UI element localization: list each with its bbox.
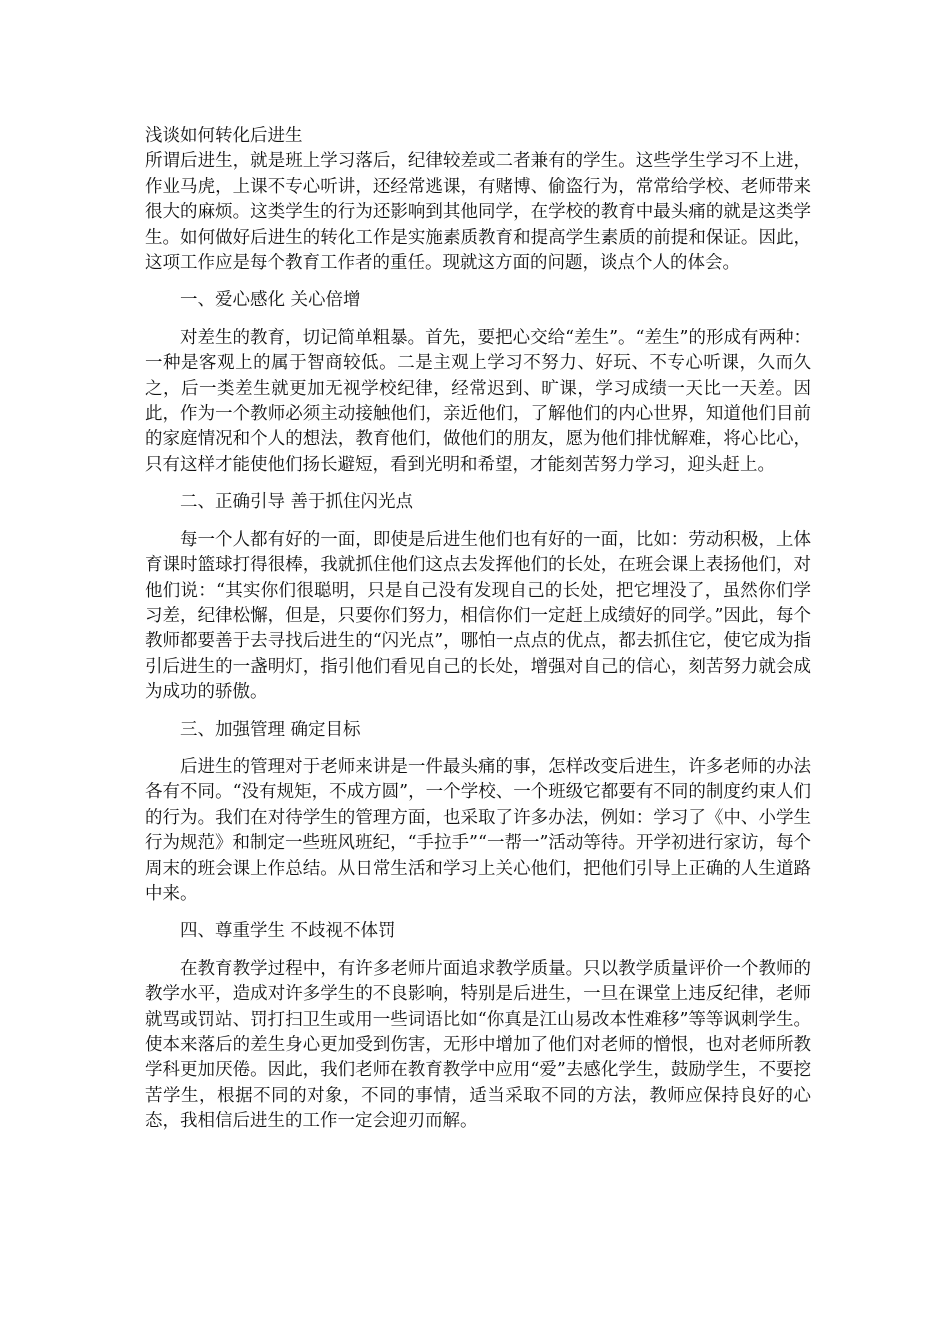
section-1-heading: 一、爱心感化 关心倍增 <box>180 290 361 311</box>
section-4-body: 在教育教学过程中，有许多老师片面追求教学质量。只以教学质量评价一个教师的教学水平，造成对许多学生的不良影响，特别是后进生，一旦在课堂上违反纪律，老师就骂或罚站、罚打扫卫生或用一些词语比如“你真是江山易改本性难移”等等讽刺学生。使本来落后的差生身心更加受到伤害，无形中增加了他们对老师的憎恨，也对老师所教学科更加厌倦。因此，我们老师在教育教学中应用“爱”去感化学生，鼓励学生，不要挖苦学生，根据不同的对象，不同的事情，适当采取不同的方法，教师应保持良好的心态，我相信后进生的工作一定会迎刃而解。 <box>145 958 811 1132</box>
section-2-heading: 二、正确引导 善于抓住闪光点 <box>180 492 414 513</box>
document-page <box>145 124 811 1147</box>
section-2-body: 每一个人都有好的一面，即使是后进生他们也有好的一面，比如：劳动积极，上体育课时篮球打得很棒，我就抓住他们这点去发挥他们的长处，在班会课上表扬他们，对他们说：“其实你们很聪明，只是自己没有发现自己的长处，把它埋没了，虽然你们学习差，纪律松懈，但是，只要你们努力，相信你们一定赶上成绩好的同学。”因此，每个教师都要善于去寻找后进生的“闪光点”，哪怕一点点的优点，都去抓住它，使它成为指引后进生的一盏明灯，指引他们看见自己的长处，增强对自己的信心，刻苦努力就会成为成功的骄傲。 <box>145 529 811 703</box>
section-4-heading: 四、尊重学生 不歧视不体罚 <box>180 921 396 942</box>
section-1-body: 对差生的教育，切记简单粗暴。首先，要把心交给“差生”。“差生”的形成有两种：一种是客观上的属于智商较低。二是主观上学习不努力、好玩、不专心听课，久而久之，后一类差生就更加无视学校纪律，经常迟到、旷课，学习成绩一天比一天差。因此，作为一个教师必须主动接触他们，亲近他们，了解他们的内心世界，知道他们目前的家庭情况和个人的想法，教育他们，做他们的朋友，愿为他们排忧解难，将心比心，只有这样才能使他们扬长避短，看到光明和希望，才能刻苦努力学习，迎头赶上。 <box>145 327 811 475</box>
section-3-heading: 三、加强管理 确定目标 <box>180 719 361 740</box>
section-3-body: 后进生的管理对于老师来讲是一件最头痛的事，怎样改变后进生，许多老师的办法各有不同。“没有规矩，不成方圆”，一个学校、一个班级它都要有不同的制度约束人们的行为。我们在对待学生的管理方面，也采取了许多办法，例如：学习了《中、小学生行为规范》和制定一些班风班纪，“手拉手”“一帮一”活动等待。开学初进行家访，每个周末的班会课上作总结。从日常生活和学习上关心他们，把他们引导上正确的人生道路中来。 <box>145 756 811 904</box>
intro-paragraph: 所谓后进生，就是班上学习落后，纪律较差或二者兼有的学生。这些学生学习不上进，作业马虎，上课不专心听讲，还经常逃课，有赌博、偷盗行为，常常给学校、老师带来很大的麻烦。这类学生的行为还影响到其他同学，在学校的教育中最头痛的就是这类学生。如何做好后进生的转化工作是实施素质教育和提高学生素质的前提和保证。因此，这项工作应是每个教育工作者的重任。现就这方面的问题，谈点个人的体会。 <box>145 151 811 274</box>
document-title: 浅谈如何转化后进生 <box>145 126 303 146</box>
